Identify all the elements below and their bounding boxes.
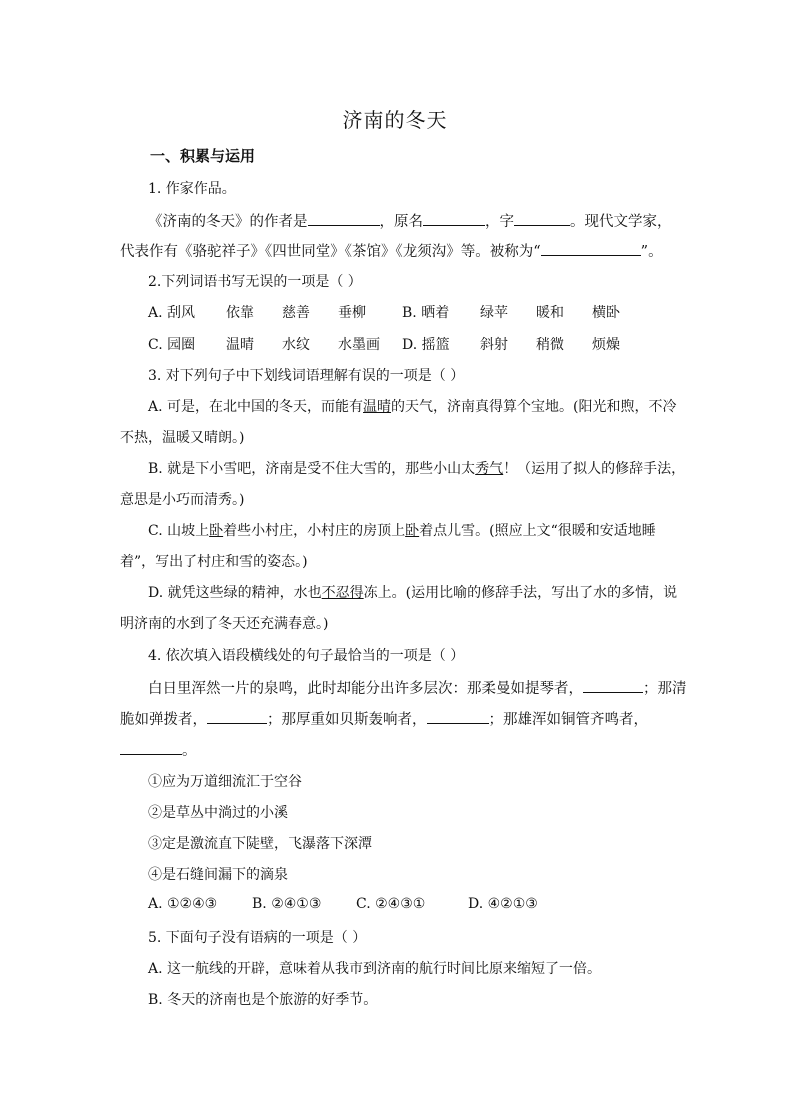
q3-option-d-line1 [148,582,677,602]
blank-3 [427,709,489,724]
q2-word: 温晴 [226,337,254,353]
q3-option-d-line2: 明济南的水到了冬天还充满春意。) [120,616,329,632]
q5-heading: 5. 下面句子没有语病的一项是（ ） [148,930,367,946]
q4-passage-line3 [120,739,197,760]
q3-a-text2: 的天气，济南真得算个宝地。(阳光和煦，不冷 [391,399,677,415]
q4-passage-text: ；那厚重如贝斯轰响者， [267,712,427,728]
q2-word: 暖和 [536,305,564,321]
doc-title: 济南的冬天 [342,108,448,132]
q2-word: 依靠 [226,305,254,321]
q4-sentence-4: ④是石缝间漏下的滴泉 [148,867,288,883]
q3-b-underlined: 秀气 [475,461,504,477]
q3-a-text: A. 可是，在北中国的冬天，而能有 [148,399,364,415]
q3-d-text2: 冻上。(运用比喻的修辞手法，写出了水的多情，说 [363,585,678,601]
q1-text-e: 代表作有《骆驼祥子》《四世同堂》《茶馆》《龙须沟》等。被称为“ [120,244,541,260]
q4-passage-text: ；那雄浑如铜管齐鸣者， [488,712,648,728]
q2-heading: 2.下列词语书写无误的一项是（ ） [148,274,362,290]
q3-d-text: D. 就凭这些绿的精神，水也 [148,585,322,601]
q4-passage-line2 [120,708,648,729]
q2-opt: D. 摇篮 [402,337,450,353]
blank-author [308,211,380,226]
q3-option-a-line2: 不热，温暖又晴朗。) [120,430,245,446]
q3-c-underlined-1: 卧 [209,523,224,539]
blank-4 [120,740,182,755]
q4-sentence-2: ②是草丛中淌过的小溪 [148,805,288,821]
q2-word: 烦燥 [592,337,620,353]
q4-choices [148,896,538,912]
q2-opt: B. 晒着 [402,305,450,321]
q4-choice: C. ②④③① [356,896,426,912]
q2-word: 慈善 [282,305,310,321]
q4-heading: 4. 依次填入语段横线处的句子最恰当的一项是（ ） [148,648,465,664]
blank-2 [207,709,267,724]
q1-text-c: ，字 [485,214,514,230]
q4-passage-line1 [148,677,687,698]
q4-sentence-1: ①应为万道细流汇于空谷 [148,774,302,790]
q3-a-underlined: 温晴 [363,399,392,415]
q2-word: 稍微 [536,337,564,353]
blank-original-name [423,211,485,226]
q2-word: 水墨画 [338,337,380,353]
q3-c-text3: 着点儿雪。(照应上文“很暖和安适地睡 [419,523,656,539]
q1-line2 [120,240,663,261]
q2-row-cd [148,334,620,354]
q3-option-a-line1 [148,396,676,416]
q4-choice: A. ①②④③ [148,896,218,912]
blank-1 [583,678,643,693]
q1-text-f: ”。 [640,244,663,260]
q4-passage-text: 脆如弹拨者， [120,712,207,728]
q2-word: 横卧 [592,305,620,321]
q4-sentence-3: ③定是激流直下陡壁，飞瀑落下深潭 [148,836,372,852]
blank-courtesy-name [514,211,570,226]
q2-row-ab [148,302,620,322]
q3-c-text: C. 山坡上 [148,523,210,539]
q3-c-text2: 着些小村庄，小村庄的房顶上 [223,523,406,539]
q2-word: 绿苹 [480,305,508,321]
q4-passage-text: 。 [182,743,197,759]
q5-option-a: A. 这一航线的开辟，意味着从我市到济南的航行时间比原来缩短了一倍。 [148,961,602,977]
blank-title [541,241,641,256]
q3-c-underlined-2: 卧 [405,523,420,539]
q3-option-b-line2: 意思是小巧而清秀。) [120,492,245,508]
q1-heading: 1. 作家作品。 [148,181,236,197]
q1-line1 [148,210,672,231]
q2-word: 水纹 [282,337,310,353]
q2-word: 斜射 [480,337,508,353]
q1-text-b: ，原名 [379,214,423,230]
q4-passage-text: 白日里浑然一片的泉鸣，此时却能分出许多层次：那柔曼如提琴者， [148,681,583,697]
q4-choice: B. ②④①③ [252,896,322,912]
q2-opt: A. 刮风 [148,305,196,321]
q2-word: 垂柳 [338,305,366,321]
q4-choice: D. ④②①③ [468,896,538,912]
q1-text-a: 《济南的冬天》的作者是 [148,214,308,230]
q2-opt: C. 园圈 [148,337,196,353]
q1-text-d: 。现代文学家， [570,214,672,230]
section-heading: 一、积累与运用 [150,147,256,165]
q5-option-b: B. 冬天的济南也是个旅游的好季节。 [148,992,378,1008]
q3-b-text: B. 就是下小雪吧，济南是受不住大雪的，那些小山太 [148,461,476,477]
q3-b-text2: ！（运用了拟人的修辞手法， [503,461,686,477]
q3-option-b-line1 [148,458,685,478]
q3-d-underlined: 不忍得 [321,585,364,601]
q3-option-c-line1 [148,520,656,540]
q3-heading: 3. 对下列句子中下划线词语理解有误的一项是（ ） [148,368,465,384]
q3-option-c-line2: 着”，写出了村庄和雪的姿态。) [120,554,308,570]
q4-passage-text: ；那清 [643,681,687,697]
